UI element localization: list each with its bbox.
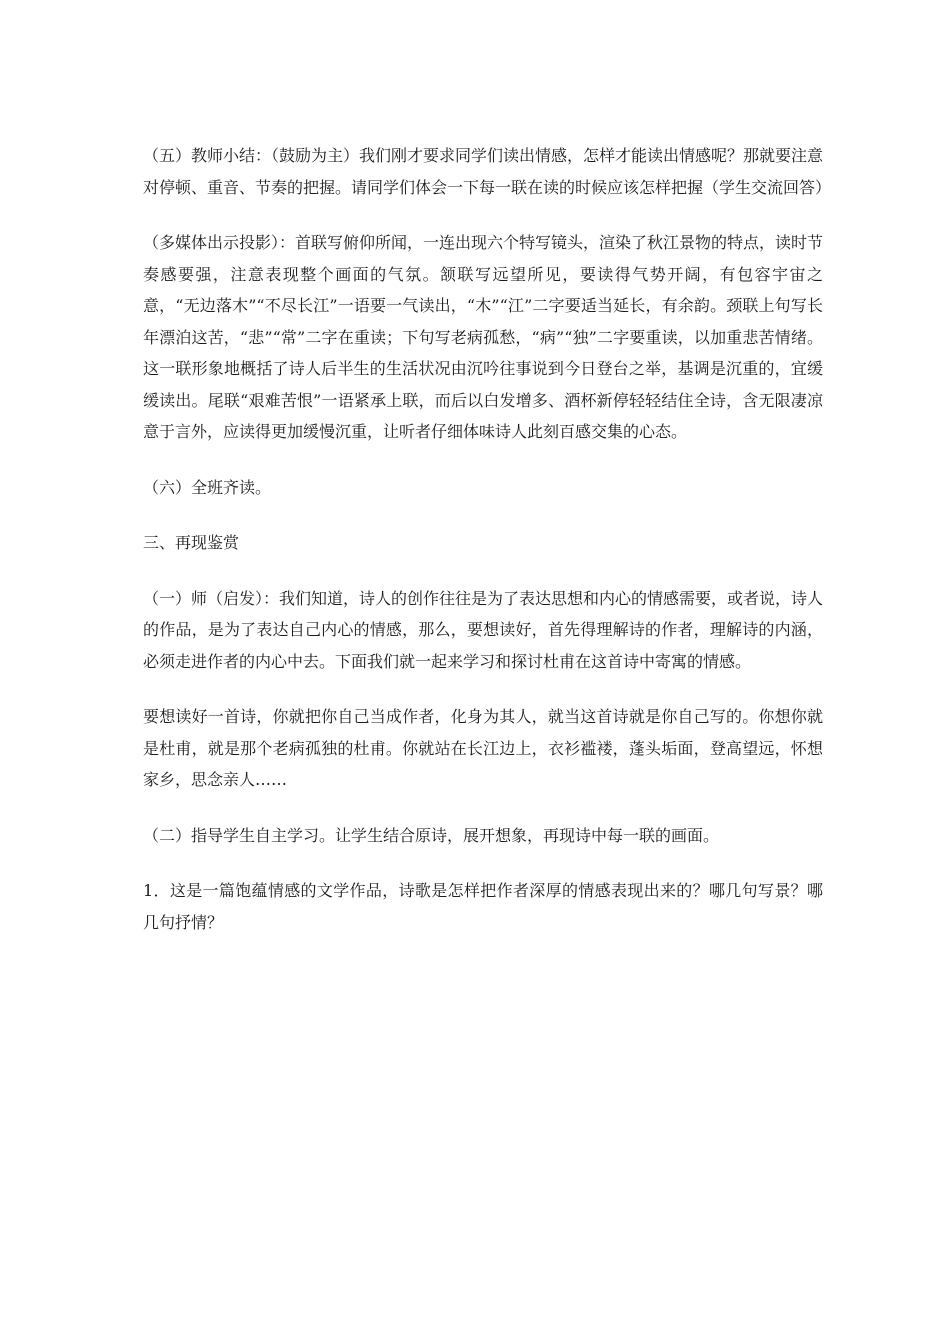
question-item-1: 1．这是一篇饱蕴情感的文学作品，诗歌是怎样把作者深厚的情感表现出来的？哪几句写景？哪几句抒情？ (143, 881, 823, 932)
paragraph-teacher-summary: （五）教师小结：（鼓励为主）我们刚才要求同学们读出情感，怎样才能读出情感呢？那就要注意对停顿、重音、节奏的把握。请同学们体会一下每一联在读的时候应该怎样把握（学生交流回答） (143, 146, 832, 197)
paragraph-multimedia-projection: （多媒体出示投影）：首联写俯仰所闻，一连出现六个特写镜头，渲染了秋江景物的特点，读时节奏感要强，注意表现整个画面的气氛。颔联写远望所见，要读得气势开阔，有包容宇宙之意，“无边落木”“不尽长江”一语要一气读出，“木”“江”二字要适当延长，有余韵。颈联上句写长年漂泊这苦，“悲”“常”二字在重读；下句写老病孤愁，“病”“独”二字要重读，以加重悲苦情绪。这一联形象地概括了诗人后半生的生活状况由沉吟往事说到今日登台之举，基调是沉重的，宜缓缓读出。尾联“艰难苦恨”一语紧承上联，而后以白发增多、酒杯新停轻轻结住全诗，含无限凄凉意于言外，应读得更加缓慢沉重，让听者仔细体味诗人此刻百感交集的心态。 (143, 233, 824, 441)
paragraph-become-the-poet: 要想读好一首诗，你就把你自己当成作者，化身为其人，就当这首诗就是你自己写的。你想你就是杜甫，就是那个老病孤独的杜甫。你就站在长江边上，衣衫褴褛，蓬头垢面，登高望远，怀想家乡，思念亲人…… (143, 707, 823, 789)
section-heading-appreciation: 三、再现鉴赏 (143, 533, 240, 552)
paragraph-teacher-inspiration: （一）师（启发）：我们知道，诗人的创作往往是为了表达思想和内心的情感需要，或者说，诗人的作品，是为了表达自己内心的情感，那么，要想读好，首先得理解诗的作者，理解诗的内涵，必须走进作者的内心中去。下面我们就一起来学习和探讨杜甫在这首诗中寄寓的情感。 (143, 588, 824, 671)
document-body (143, 140, 832, 938)
paragraph-self-study-guidance: （二）指导学生自主学习。让学生结合原诗，展开想象，再现诗中每一联的画面。 (143, 825, 720, 845)
paragraph-class-reading: （六）全班齐读。 (143, 477, 272, 497)
